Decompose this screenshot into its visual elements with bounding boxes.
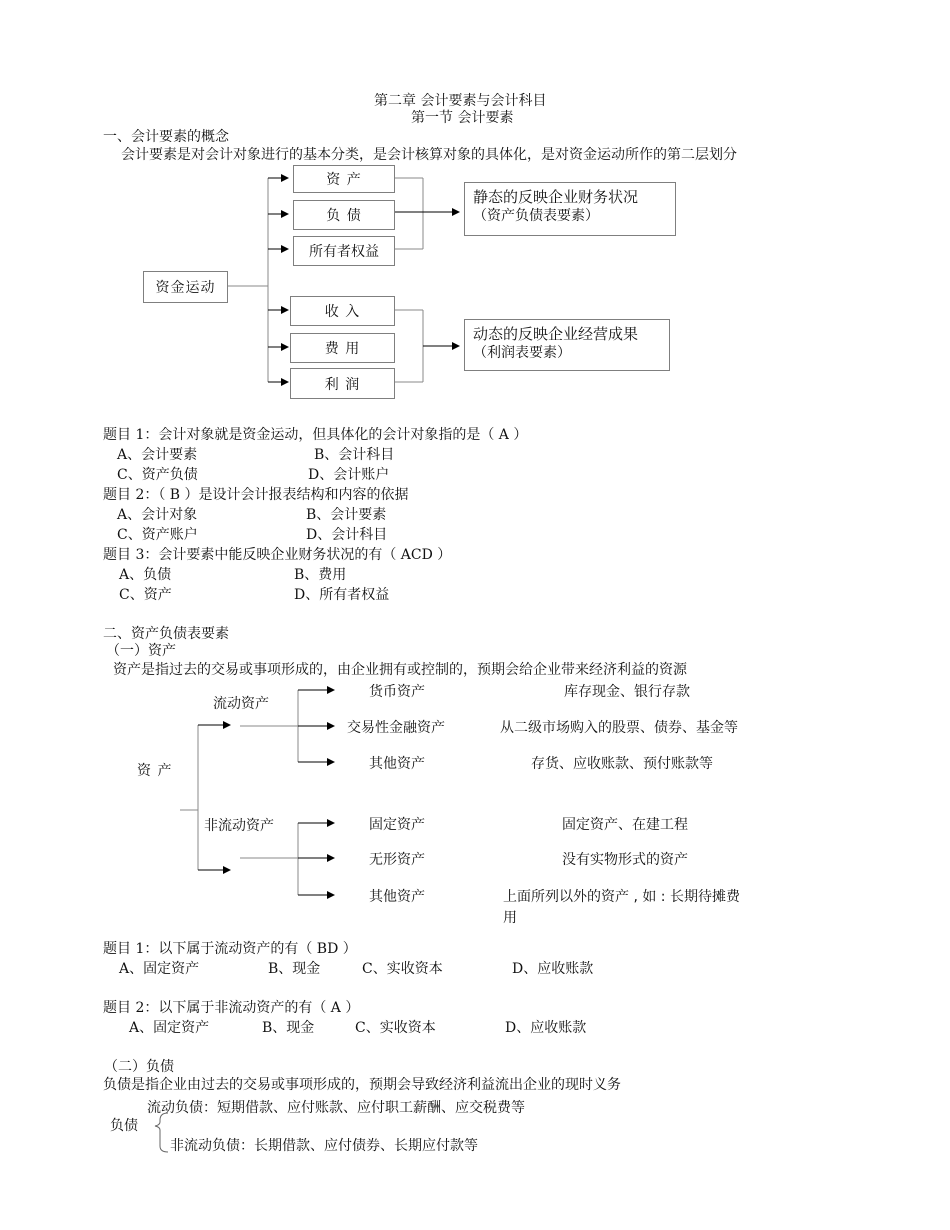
current-row-2-name: 交易性金融资产 — [347, 720, 445, 736]
quiz2-q2-option-b: B、现金 — [262, 1020, 315, 1036]
quiz1-q2-option-d: D、会计科目 — [306, 527, 388, 543]
part2-sub-assets: （一）资产 — [106, 643, 176, 659]
quiz1-q3: 题目 3：会计要素中能反映企业财务状况的有（ ACD ） — [103, 547, 452, 563]
quiz2-q1-option-a: A、固定资产 — [119, 961, 200, 977]
quiz1-q3-option-a: A、负债 — [119, 567, 172, 583]
quiz1-q1-option-b: B、会计科目 — [314, 447, 395, 463]
asset-definition: 资产是指过去的交易或事项形成的，由企业拥有或控制的，预期会给企业带来经济利益的资源 — [113, 662, 687, 678]
static-description-box — [464, 182, 676, 236]
quiz1-q1-option-a: A、会计要素 — [117, 447, 198, 463]
current-row-3-name: 其他资产 — [369, 756, 425, 772]
noncurrent-row-2-example: 没有实物形式的资产 — [562, 852, 688, 868]
liabilities-label: 负债 — [110, 1118, 138, 1134]
noncurrent-row-3-name: 其他资产 — [369, 889, 425, 905]
element-box-profit: 利 润 — [290, 368, 395, 399]
current-row-1-name: 货币资产 — [369, 684, 425, 700]
dynamic-description-line1: 动态的反映企业经营成果 — [473, 325, 639, 343]
part1-heading: 一、会计要素的概念 — [103, 129, 229, 145]
section-title: 第一节 会计要素 — [411, 110, 514, 126]
current-row-2-example: 从二级市场购入的股票、债券、基金等 — [500, 720, 738, 736]
quiz2-q1-option-c: C、实收资本 — [362, 961, 443, 977]
quiz2-q2-option-a: A、固定资产 — [129, 1020, 210, 1036]
quiz1-q2-option-c: C、资产账户 — [117, 527, 198, 543]
asset-root-label: 资 产 — [137, 763, 173, 779]
noncurrent-row-1-name: 固定资产 — [369, 817, 425, 833]
noncurrent-assets-label: 非流动资产 — [204, 818, 274, 834]
quiz2-q2-option-d: D、应收账款 — [505, 1020, 587, 1036]
part2-heading: 二、资产负债表要素 — [103, 626, 229, 642]
chapter-title: 第二章 会计要素与会计科目 — [374, 93, 547, 109]
quiz2-q1: 题目 1：以下属于流动资产的有（ BD ） — [103, 941, 357, 957]
noncurrent-row-1-example: 固定资产、在建工程 — [562, 817, 688, 833]
element-box-liabilities: 负 债 — [293, 200, 395, 230]
quiz2-q1-option-d: D、应收账款 — [512, 961, 594, 977]
quiz1-q3-option-d: D、所有者权益 — [294, 587, 390, 603]
element-box-equity: 所有者权益 — [293, 236, 395, 266]
quiz1-q3-option-b: B、费用 — [294, 567, 347, 583]
root-box-capital-movement: 资金运动 — [143, 271, 228, 303]
quiz1-q2-option-b: B、会计要素 — [306, 507, 387, 523]
part1-definition: 会计要素是对会计对象进行的基本分类，是会计核算对象的具体化，是对资金运动所作的第二层划分 — [121, 147, 737, 163]
noncurrent-liabilities-line: 非流动负债：长期借款、应付债券、长期应付款等 — [170, 1138, 478, 1154]
noncurrent-row-3-example: 上面所列以外的资产 , 如 : 长期待摊费 — [503, 889, 740, 905]
element-box-revenue: 收 入 — [290, 296, 395, 326]
quiz1-q1: 题目 1：会计对象就是资金运动，但具体化的会计对象指的是（ A ） — [103, 427, 528, 443]
quiz2-q1-option-b: B、现金 — [268, 961, 321, 977]
quiz1-q1-option-d: D、会计账户 — [308, 467, 390, 483]
quiz1-q1-option-c: C、资产负债 — [117, 467, 198, 483]
part3-sub-liabilities: （二）负债 — [104, 1059, 174, 1075]
quiz1-q2-option-a: A、会计对象 — [117, 507, 198, 523]
dynamic-description-line2: （利润表要素） — [473, 345, 571, 361]
dynamic-description-box — [464, 319, 670, 371]
static-description-line2: （资产负债表要素） — [473, 208, 599, 224]
current-assets-label: 流动资产 — [213, 696, 269, 712]
static-description-line1: 静态的反映企业财务状况 — [473, 188, 639, 206]
current-liabilities-line: 流动负债：短期借款、应付账款、应付职工薪酬、应交税费等 — [147, 1100, 525, 1116]
quiz1-q3-option-c: C、资产 — [119, 587, 172, 603]
quiz1-q2: 题目 2：（ B ）是设计会计报表结构和内容的依据 — [103, 487, 409, 503]
element-box-assets: 资 产 — [293, 165, 395, 193]
element-box-expense: 费 用 — [290, 333, 395, 363]
current-row-1-example: 库存现金、银行存款 — [564, 684, 690, 700]
noncurrent-row-2-name: 无形资产 — [369, 852, 425, 868]
quiz2-q2-option-c: C、实收资本 — [355, 1020, 436, 1036]
current-row-3-example: 存货、应收账款、预付账款等 — [531, 756, 713, 772]
liability-definition: 负债是指企业由过去的交易或事项形成的，预期会导致经济利益流出企业的现时义务 — [103, 1077, 621, 1093]
quiz2-q2: 题目 2：以下属于非流动资产的有（ A ） — [103, 1000, 360, 1016]
noncurrent-row-3-example-cont: 用 — [503, 910, 517, 926]
